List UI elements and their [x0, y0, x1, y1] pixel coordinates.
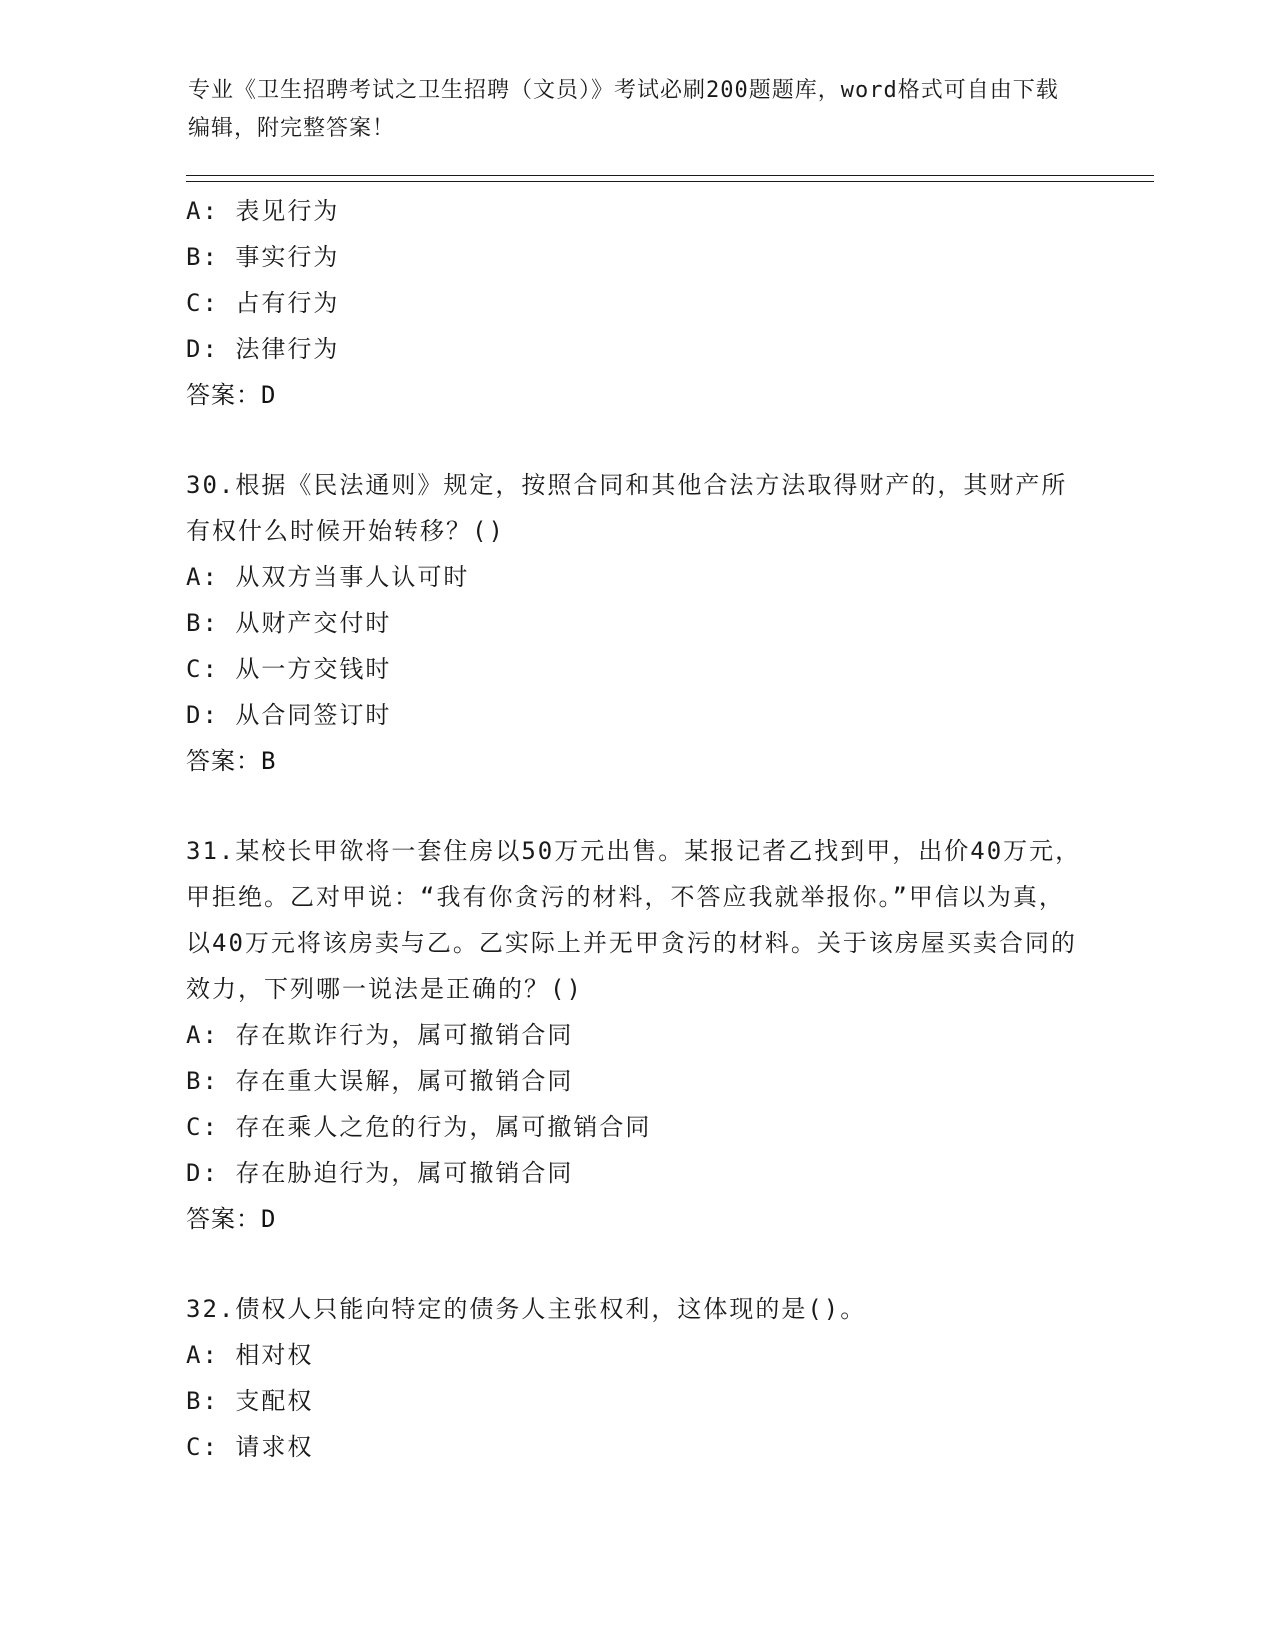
- question-30: [186, 462, 1086, 784]
- question-29-tail: [186, 188, 1086, 418]
- option-b: B: 事实行为: [186, 243, 340, 271]
- option-a: A: 表见行为: [186, 197, 340, 225]
- option-d: D: 法律行为: [186, 335, 340, 363]
- question-stem: 30.根据《民法通则》规定，按照合同和其他合法方法取得财产的，其财产所有权什么时候开始转移？(): [186, 471, 1068, 545]
- header-rule-top: [186, 175, 1154, 176]
- question-stem: 32.债权人只能向特定的债务人主张权利，这体现的是()。: [186, 1295, 867, 1323]
- option-d: D: 存在胁迫行为，属可撤销合同: [186, 1159, 574, 1187]
- option-c: C: 请求权: [186, 1433, 314, 1461]
- option-d: D: 从合同签订时: [186, 701, 392, 729]
- option-c: C: 占有行为: [186, 289, 340, 317]
- header-rule-bottom: [186, 181, 1154, 182]
- question-32: [186, 1286, 1086, 1470]
- answer-line: 答案：D: [186, 381, 277, 409]
- answer-line: 答案：B: [186, 747, 277, 775]
- option-b: B: 存在重大误解，属可撤销合同: [186, 1067, 574, 1095]
- option-b: B: 从财产交付时: [186, 609, 392, 637]
- question-stem: 31.某校长甲欲将一套住房以50万元出售。某报记者乙找到甲，出价40万元，甲拒绝。乙对甲说：“我有你贪污的材料，不答应我就举报你。”甲信以为真，以40万元将该房卖与乙。乙实际上并无甲贪污的材料。关于该房屋买卖合同的效力，下列哪一说法是正确的？(): [186, 837, 1082, 1003]
- question-content: [186, 188, 1086, 1470]
- option-c: C: 从一方交钱时: [186, 655, 392, 683]
- document-header: [188, 72, 1068, 148]
- question-31: [186, 828, 1086, 1242]
- option-a: A: 从双方当事人认可时: [186, 563, 470, 591]
- option-a: A: 存在欺诈行为，属可撤销合同: [186, 1021, 574, 1049]
- answer-line: 答案：D: [186, 1205, 277, 1233]
- option-a: A: 相对权: [186, 1341, 314, 1369]
- header-title: 专业《卫生招聘考试之卫生招聘（文员）》考试必刷200题题库，word格式可自由下载编辑，附完整答案！: [188, 78, 1059, 141]
- option-c: C: 存在乘人之危的行为，属可撤销合同: [186, 1113, 652, 1141]
- option-b: B: 支配权: [186, 1387, 314, 1415]
